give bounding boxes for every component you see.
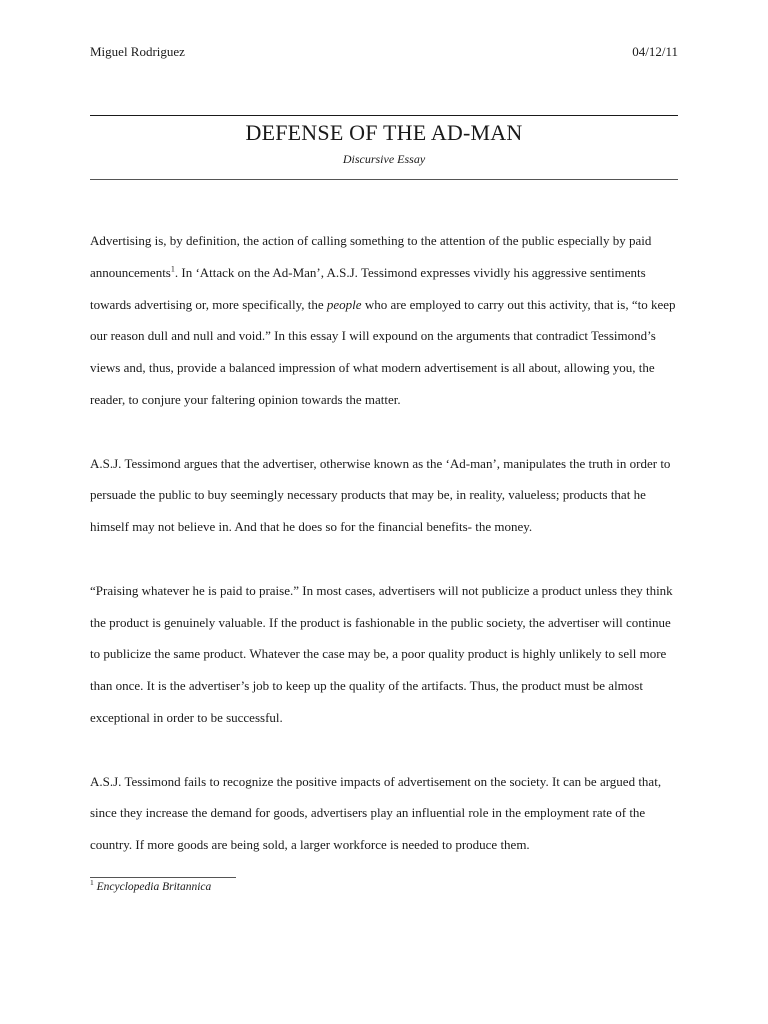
paragraph-tessimond-argument: A.S.J. Tessimond argues that the advertiser, otherwise known as the ‘Ad-man’, manipulates the truth in order to persuade the public to buy seemingly necessary products that may be, in reality, valueless; products that he himself may not believe in. And that he does so for the financial benefits- the money.	[90, 455, 671, 535]
document-subtitle: Discursive Essay	[342, 152, 426, 166]
title-top-rule	[90, 115, 678, 116]
footnote-rule	[90, 877, 236, 878]
essay-body	[90, 225, 678, 893]
title-bottom-rule	[90, 179, 678, 180]
page-header	[90, 44, 678, 60]
footnote-text: Encyclopedia Britannica	[96, 881, 212, 893]
footnote-reference: 1	[170, 264, 175, 274]
author-name: Miguel Rodriguez	[90, 44, 185, 59]
paragraph-praising: “Praising whatever he is paid to praise.” In most cases, advertisers will not publicize a product unless they think the product is genuinely valuable. If the product is fashionable in the public society, the advertiser will continue to publicize the same product. Whatever the case may be, a poor quality product is highly unlikely to sell more than once. It is the advertiser’s job to keep up the quality of the artifacts. Thus, the product must be almost exceptional in order to be successful.	[90, 582, 673, 725]
paragraph-positive-impacts: A.S.J. Tessimond fails to recognize the positive impacts of advertisement on the society. It can be argued that, since they increase the demand for goods, advertisers play an influential role in the employment rate of the country. If more goods are being sold, a larger workforce is needed to produce them.	[90, 773, 662, 853]
footnote-marker: 1	[90, 878, 94, 888]
document-date: 04/12/11	[632, 44, 678, 59]
paragraph-intro-text-1: Advertising is, by definition, the action of calling something to the attention of the public especially by paid announcements	[90, 233, 652, 280]
paragraph-intro-text-3: who are employed to carry out this activity, that is, “to keep our reason dull and null and void.” In this essay I will expound on the arguments that contradict Tessimond’s views and, thus, provide a balanced impression of what modern advertisement is all about, allowing you, the reader, to conjure your faltering opinion towards the matter.	[90, 296, 676, 407]
paragraph-intro	[90, 225, 678, 416]
emphasis-people: people	[326, 296, 362, 312]
document-title: DEFENSE OF THE AD-MAN	[245, 120, 523, 145]
footnote	[90, 878, 490, 893]
paragraph-intro-text-2: . In ‘Attack on the Ad-Man’, A.S.J. Tessimond expresses vividly his aggressive sentiments towards advertising or, more specifically, the	[90, 264, 646, 312]
